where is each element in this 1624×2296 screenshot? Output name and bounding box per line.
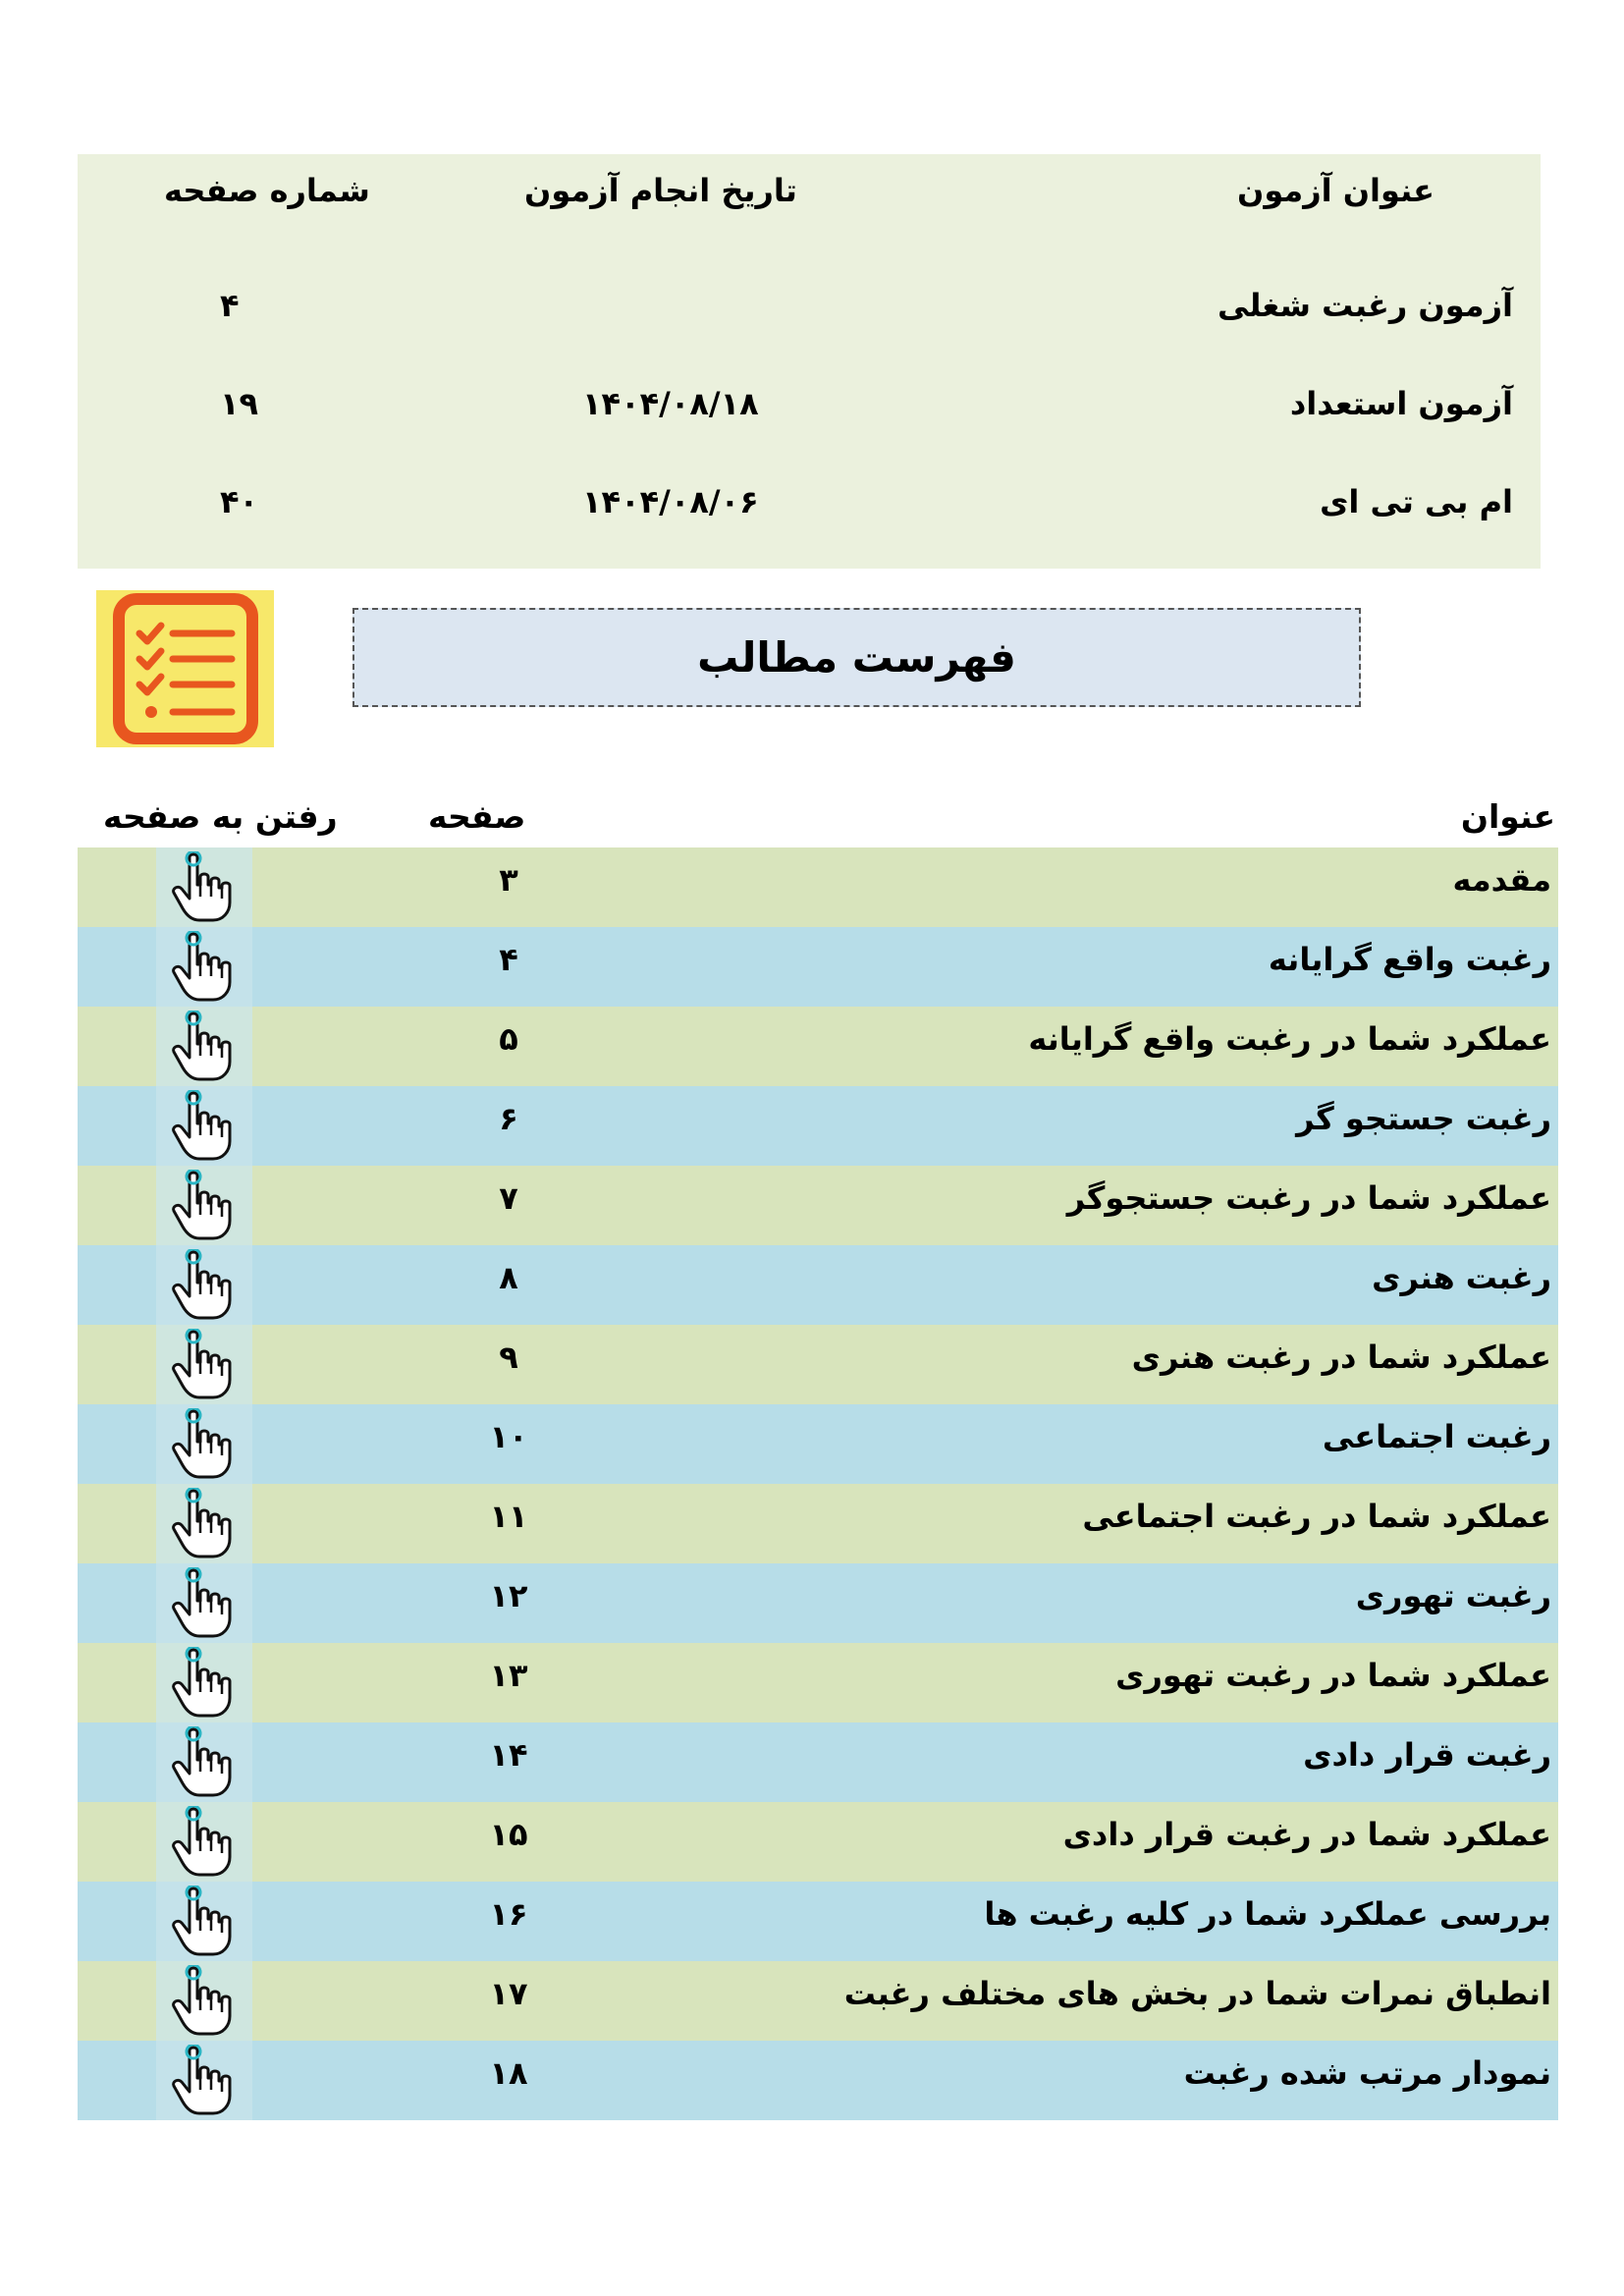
summary-row-title: ام بی تی ای <box>1320 483 1513 520</box>
toc-row-page: ۱۴ <box>489 1736 528 1774</box>
toc-row-page: ۱۷ <box>489 1975 528 2012</box>
toc-row <box>78 847 1558 927</box>
summary-header-date: تاریخ انجام آزمون <box>524 172 797 209</box>
goto-page-button[interactable] <box>156 1802 252 1882</box>
toc-row <box>78 1484 1558 1563</box>
summary-row-page: ۱۹ <box>220 385 259 422</box>
toc-row-title: رغبت اجتماعی <box>1322 1418 1551 1455</box>
toc-row-page: ۹ <box>499 1339 518 1376</box>
toc-row <box>78 1325 1558 1404</box>
summary-row-page: ۴ <box>220 287 240 324</box>
toc-row-title: عملکرد شما در رغبت واقع گرایانه <box>1028 1020 1551 1058</box>
summary-row-page: ۴۰ <box>220 483 259 520</box>
summary-row-date: ۱۴۰۴/۰۸/۱۸ <box>582 385 759 422</box>
toc-row-title: رغبت واقع گرایانه <box>1268 941 1551 978</box>
toc-row-title: عملکرد شما در رغبت قرار دادی <box>1062 1816 1551 1853</box>
goto-page-button[interactable] <box>156 927 252 1007</box>
goto-page-button[interactable] <box>156 1961 252 2041</box>
goto-page-button[interactable] <box>156 1722 252 1802</box>
toc-row <box>78 1166 1558 1245</box>
goto-page-button[interactable] <box>156 2041 252 2120</box>
toc-heading-box <box>352 608 1361 707</box>
toc-row-page: ۱۵ <box>489 1816 528 1853</box>
toc-row <box>78 1563 1558 1643</box>
toc-row-title: رغبت قرار دادی <box>1303 1736 1551 1774</box>
goto-page-button[interactable] <box>156 1484 252 1563</box>
goto-page-button[interactable] <box>156 1245 252 1325</box>
toc-row-page: ۶ <box>499 1100 518 1137</box>
toc-row-title: عملکرد شما در رغبت تهوری <box>1115 1657 1551 1694</box>
toc-row-title: مقدمه <box>1452 861 1551 899</box>
toc-row-page: ۱۰ <box>489 1418 528 1455</box>
toc-row <box>78 1802 1558 1882</box>
summary-header-page: شماره صفحه <box>164 172 370 209</box>
summary-header-title: عنوان آزمون <box>1237 172 1435 209</box>
toc-row-page: ۸ <box>499 1259 518 1296</box>
toc-row <box>78 1722 1558 1802</box>
goto-page-button[interactable] <box>156 1166 252 1245</box>
goto-page-button[interactable] <box>156 1882 252 1961</box>
toc-row-page: ۱۶ <box>489 1895 528 1933</box>
toc-row <box>78 927 1558 1007</box>
toc-list <box>78 847 1558 2120</box>
toc-row <box>78 1882 1558 1961</box>
toc-row-title: رغبت تهوری <box>1355 1577 1551 1614</box>
toc-row-page: ۵ <box>499 1020 518 1058</box>
summary-row-date: ۱۴۰۴/۰۸/۰۶ <box>582 483 759 520</box>
toc-row-title: عملکرد شما در رغبت هنری <box>1131 1339 1551 1376</box>
goto-page-button[interactable] <box>156 1086 252 1166</box>
toc-row-page: ۱۸ <box>489 2054 528 2092</box>
toc-row <box>78 1643 1558 1722</box>
toc-row-page: ۱۳ <box>489 1657 528 1694</box>
goto-page-button[interactable] <box>156 1325 252 1404</box>
toc-row-title: رغبت جستجو گر <box>1296 1100 1551 1137</box>
goto-page-button[interactable] <box>156 1643 252 1722</box>
summary-row-title: آزمون استعداد <box>1289 385 1513 422</box>
goto-page-button[interactable] <box>156 1563 252 1643</box>
toc-heading: فهرست مطالب <box>697 633 1016 682</box>
toc-row-title: رغبت هنری <box>1372 1259 1551 1296</box>
toc-row-title: بررسی عملکرد شما در کلیه رغبت ها <box>984 1895 1551 1933</box>
toc-header-title: عنوان <box>1460 797 1555 836</box>
toc-row-title: عملکرد شما در رغبت جستجوگر <box>1066 1179 1551 1217</box>
toc-row <box>78 1961 1558 2041</box>
summary-row-title: آزمون رغبت شغلی <box>1217 287 1513 324</box>
toc-row-title: انطباق نمرات شما در بخش های مختلف رغبت <box>843 1975 1551 2012</box>
goto-page-button[interactable] <box>156 1404 252 1484</box>
toc-row-page: ۱۲ <box>489 1577 528 1614</box>
toc-row-page: ۷ <box>499 1179 518 1217</box>
toc-row-page: ۱۱ <box>489 1498 528 1535</box>
test-summary-table <box>78 154 1541 569</box>
goto-page-button[interactable] <box>156 1007 252 1086</box>
toc-row <box>78 2041 1558 2120</box>
toc-header-goto: رفتن به صفحه <box>103 797 338 836</box>
goto-page-button[interactable] <box>156 847 252 927</box>
toc-row-title: عملکرد شما در رغبت اجتماعی <box>1082 1498 1551 1535</box>
toc-row <box>78 1404 1558 1484</box>
toc-row-title: نمودار مرتب شده رغبت <box>1183 2054 1551 2092</box>
toc-row-page: ۴ <box>499 941 518 978</box>
toc-row <box>78 1245 1558 1325</box>
toc-row-page: ۳ <box>499 861 518 899</box>
toc-header-page: صفحه <box>428 797 526 836</box>
checklist-icon <box>96 590 274 747</box>
toc-row <box>78 1007 1558 1086</box>
toc-row <box>78 1086 1558 1166</box>
